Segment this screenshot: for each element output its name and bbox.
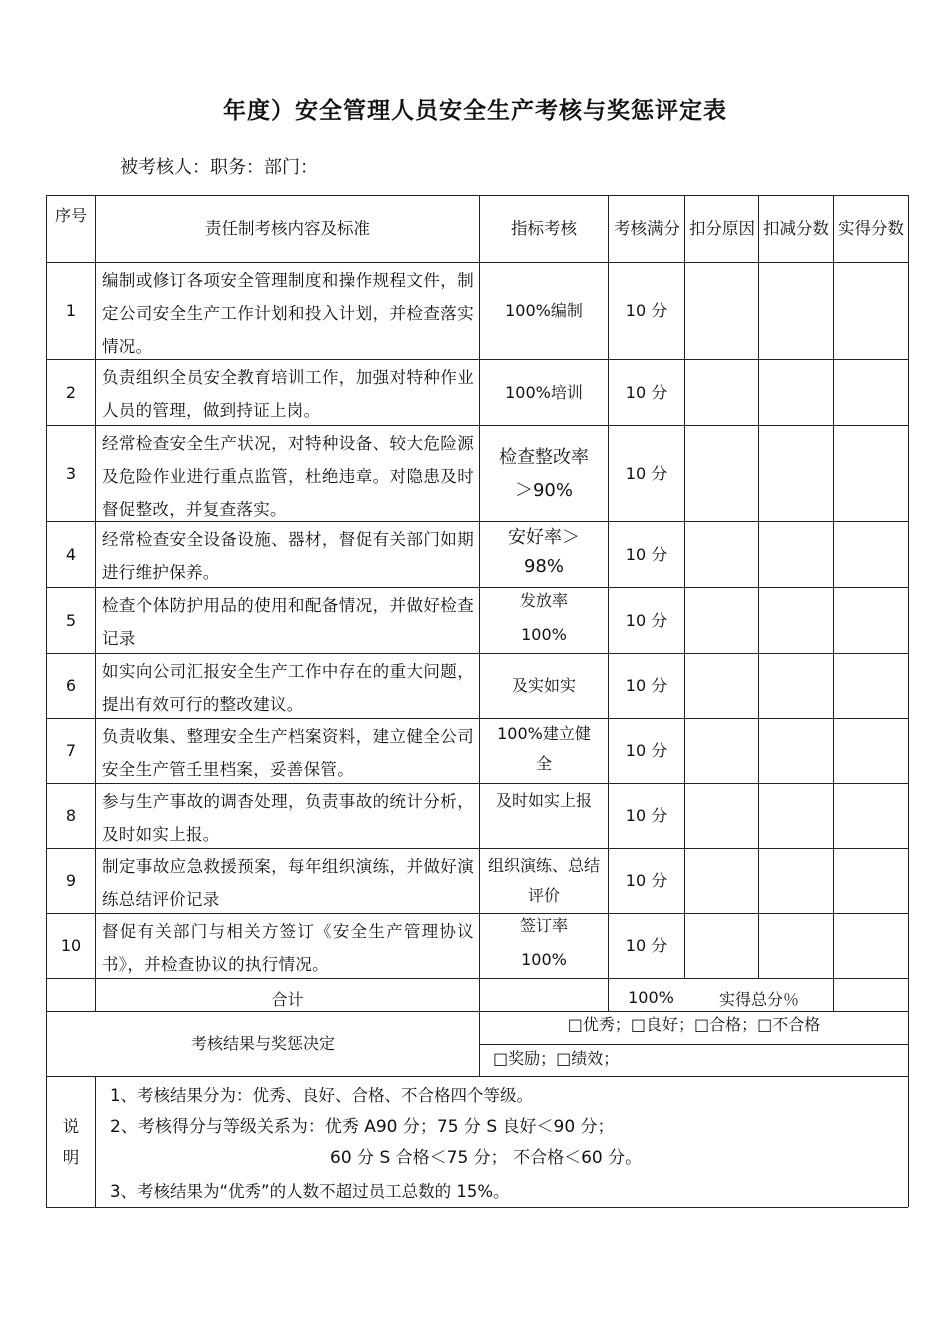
header-seq: 序号: [54, 206, 87, 225]
row-indicator: 100%培训: [505, 382, 583, 402]
row-score: 10 分: [625, 806, 668, 825]
header-indicator: 指标考核: [511, 219, 577, 238]
row-score: 10 分: [625, 301, 668, 320]
header-full-score: 考核满分: [614, 219, 680, 238]
subject-line: 被考核人：职务：部门：: [120, 157, 318, 178]
row-indicator: 签订率100%: [519, 916, 568, 969]
row-score: 10 分: [625, 676, 668, 695]
row-content: 负责组织全员安全教育培训工作，加强对特种作业人员的管理，做到持证上岗。: [102, 368, 474, 420]
header-actual-score: 实得分数: [838, 219, 904, 238]
notes-label: 说明: [62, 1117, 80, 1167]
row-indicator: 安好率＞98%: [508, 526, 580, 577]
row-indicator: 组织演练、总结评价: [487, 856, 600, 905]
header-deduct-reason: 扣分原因: [689, 219, 755, 238]
row-score: 10 分: [625, 936, 668, 955]
row-indicator: 100%建立健全: [497, 724, 591, 773]
row-seq: 7: [65, 741, 77, 760]
row-seq: 9: [65, 871, 77, 890]
row-seq: 6: [65, 676, 77, 695]
row-seq: 1: [65, 301, 77, 320]
header-content: 责任制考核内容及标准: [205, 219, 370, 238]
row-seq: 5: [65, 610, 77, 630]
row-score: 10 分: [625, 382, 668, 402]
notes-line-1: 1、考核结果分为：优秀、良好、合格、不合格四个等级。: [110, 1086, 533, 1105]
row-score: 10 分: [625, 871, 668, 890]
row-score: 10 分: [625, 463, 668, 483]
row-content: 经常检查安全生产状况，对特种设备、较大危险源及危险作业进行重点监管，杜绝违章。对隐患及时督促整改，并复查落实。: [102, 434, 474, 519]
page-title: 年度）安全管理人员安全生产考核与奖惩评定表: [223, 98, 727, 124]
row-content: 制定事故应急救援预案，每年组织演练，并做好演练总结评价记录: [102, 857, 474, 909]
row-content: 督促有关部门与相关方签订《安全生产管理协议书》，并检查协议的执行情况。: [102, 922, 474, 974]
row-indicator: 及实如实: [511, 676, 576, 695]
notes-line-3: 60 分 S 合格＜75 分； 不合格＜60 分。: [330, 1148, 643, 1168]
result-grades: □优秀；□良好；□合格；□不合格: [567, 1015, 821, 1034]
row-indicator: 100%编制: [505, 301, 583, 320]
row-indicator: 发放率100%: [519, 590, 568, 644]
total-label: 合计: [271, 990, 304, 1009]
row-content: 检查个体防护用品的使用和配备情况，并做好检查记录: [102, 596, 474, 648]
row-score: 10 分: [625, 544, 668, 564]
row-seq: 3: [65, 463, 77, 483]
notes-line-2: 2、考核得分与等级关系为：优秀 A90 分；75 分 S 良好＜90 分；: [110, 1117, 615, 1137]
row-seq: 2: [65, 382, 77, 402]
row-seq: 10: [60, 936, 82, 955]
result-label: 考核结果与奖惩决定: [190, 1034, 335, 1053]
row-content: 编制或修订各项安全管理制度和操作规程文件，制定公司安全生产工作计划和投入计划，并检查落实情况。: [102, 271, 474, 356]
row-content: 经常检查安全设备设施、器材，督促有关部门如期进行维护保养。: [102, 530, 474, 582]
result-actions: □奖励；□绩效；: [493, 1049, 620, 1068]
row-score: 10 分: [625, 610, 668, 630]
notes-line-4: 3、考核结果为“优秀”的人数不超过员工总数的 15%。: [110, 1182, 510, 1201]
row-indicator: 及时如实上报: [495, 791, 592, 810]
row-content: 如实向公司汇报安全生产工作中存在的重大问题，提出有效可行的整改建议。: [102, 662, 474, 714]
row-content: 参与生产事故的调杳处理，负责事故的统计分析，及时如实上报。: [102, 792, 474, 844]
header-deduct-points: 扣减分数: [763, 219, 829, 238]
total-actual: 实得总分％: [718, 990, 799, 1009]
row-indicator: 检查整改率＞90%: [499, 446, 589, 501]
row-score: 10 分: [625, 741, 668, 760]
row-seq: 4: [65, 544, 77, 564]
total-full: 100%: [628, 988, 674, 1007]
row-content: 负责收集、整理安全生产档案资料，建立健全公司安全生产管壬里档案，妥善保管。: [102, 727, 474, 779]
row-seq: 8: [65, 806, 77, 825]
